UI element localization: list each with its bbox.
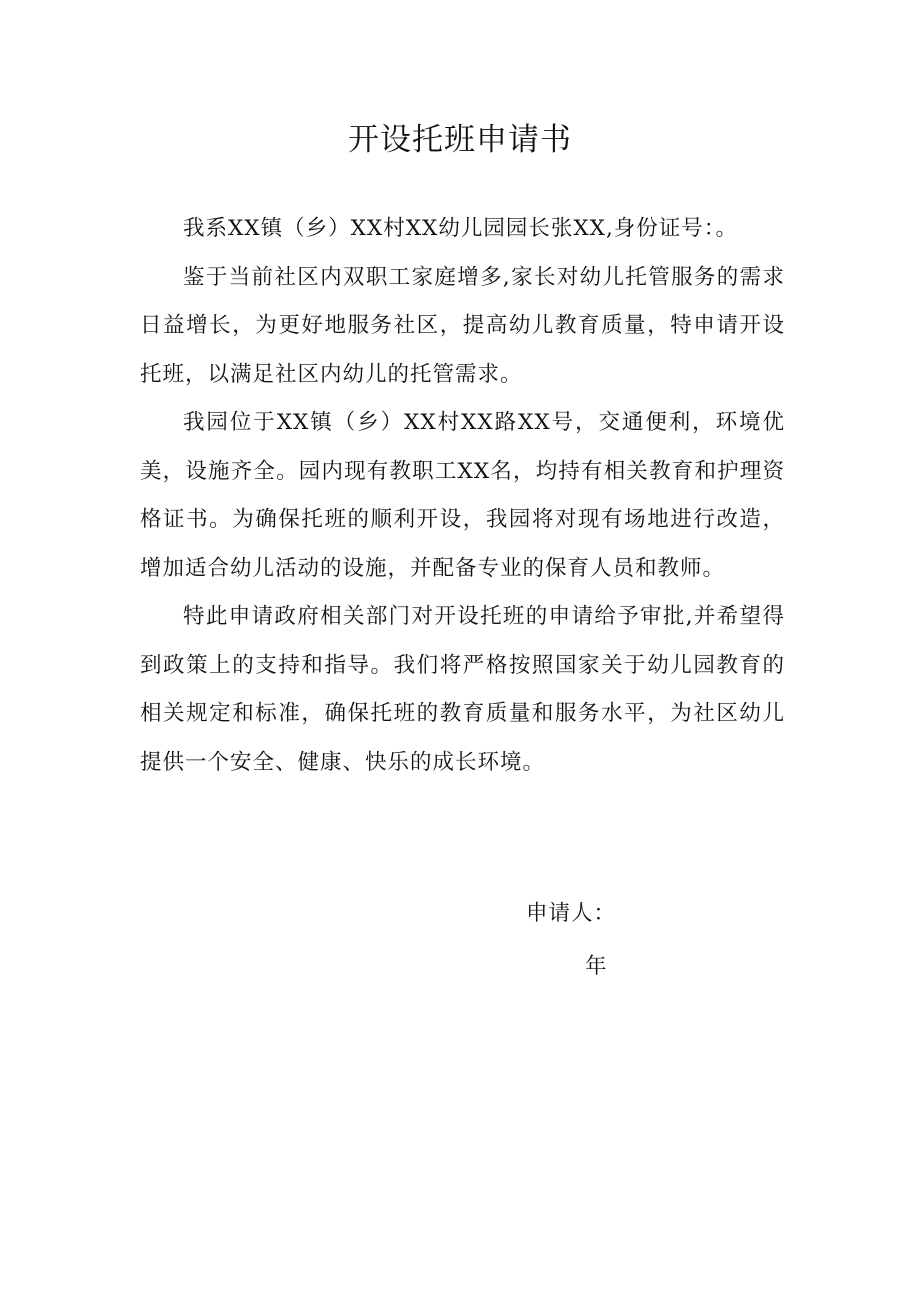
document-body	[140, 205, 785, 787]
paragraph-facility: 我园位于XX镇（乡）XX村XX路XX号，交通便利，环境优美，设施齐全。园内现有教职工XX名，均持有相关教育和护理资格证书。为确保托班的顺利开设，我园将对现有场地进行改造，增加适合幼儿活动的设施，并配备专业的保育人员和教师。	[140, 410, 785, 581]
date-year-label: 年	[585, 954, 607, 979]
document-title: 开设托班申请书	[348, 122, 572, 158]
paragraph-request: 特此申请政府相关部门对开设托班的申请给予审批,并希望得到政策上的支持和指导。我们将严格按照国家关于幼儿园教育的相关规定和标准，确保托班的教育质量和服务水平，为社区幼儿提供一个安全、健康、快乐的成长环境。	[140, 604, 785, 775]
paragraph-reason: 鉴于当前社区内双职工家庭增多,家长对幼儿托管服务的需求日益增长，为更好地服务社区，提高幼儿教育质量，特申请开设托班，以满足社区内幼儿的托管需求。	[140, 264, 785, 387]
paragraph-identity: 我系XX镇（乡）XX村XX幼儿园园长张XX,身份证号：。	[183, 216, 739, 241]
applicant-signature-label: 申请人：	[526, 901, 617, 926]
